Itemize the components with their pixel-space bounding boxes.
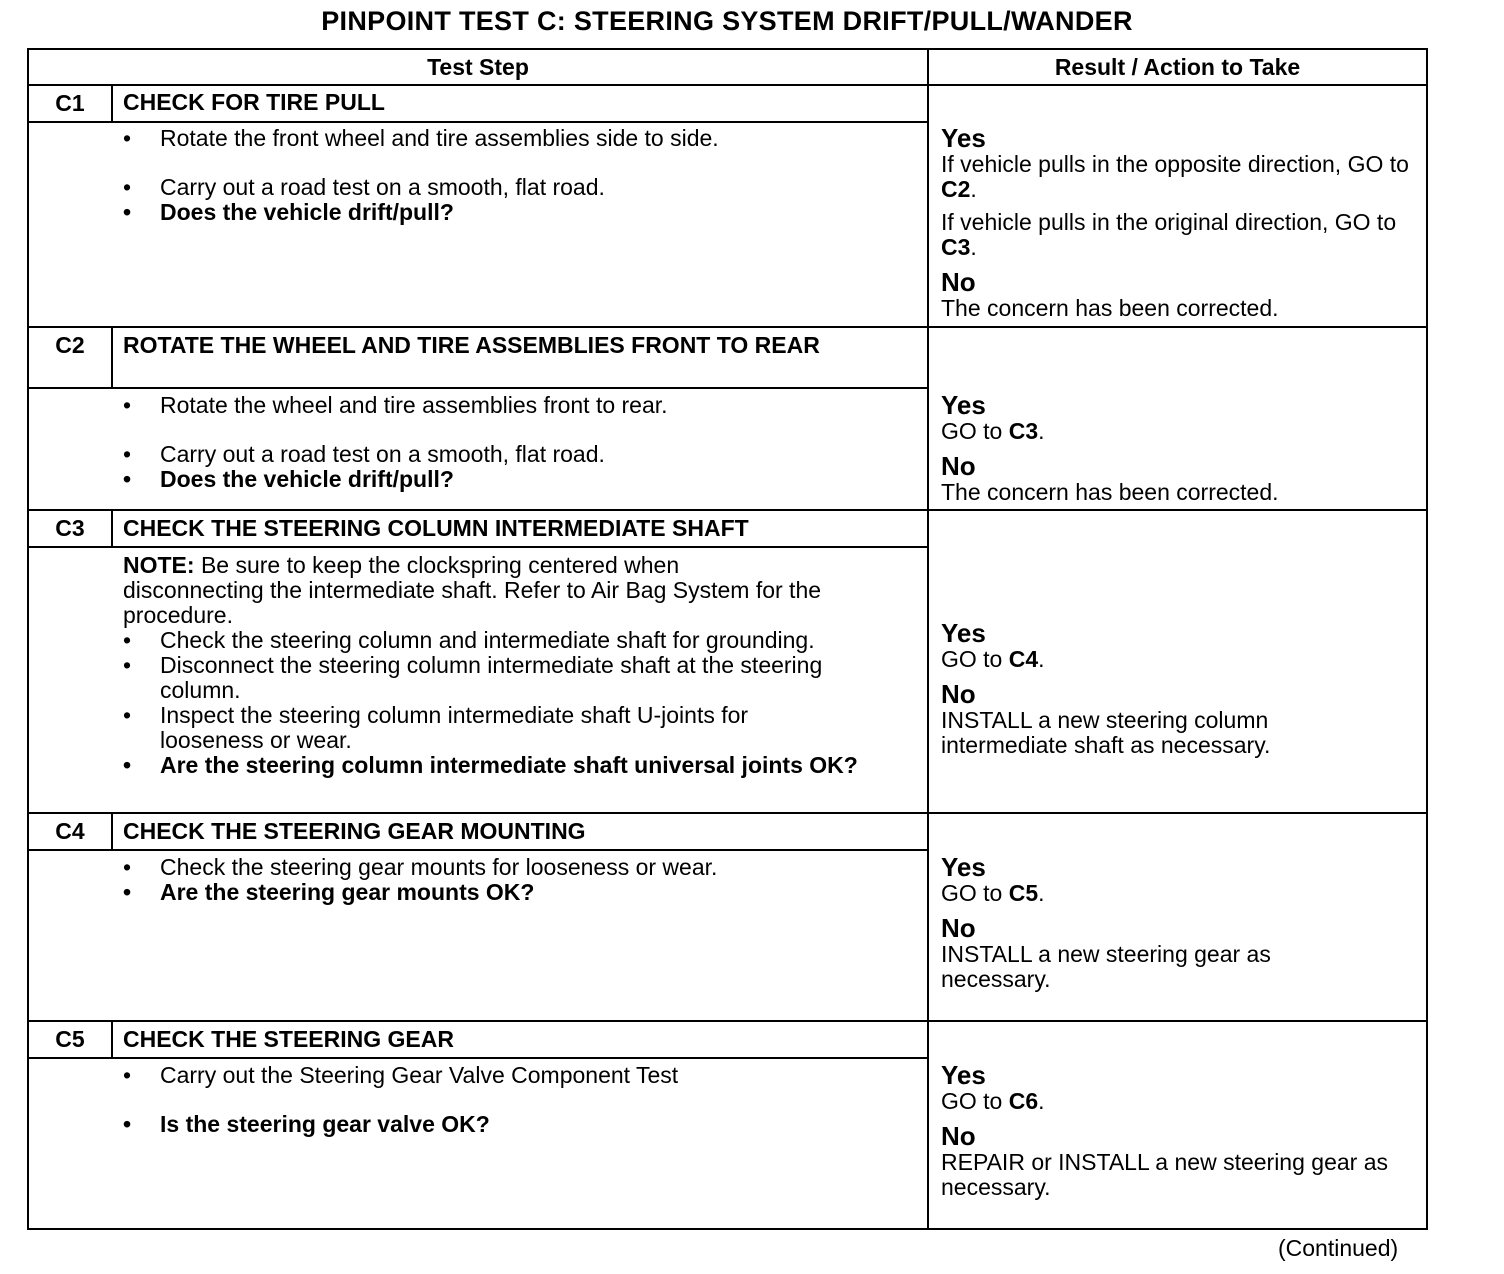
step-procedure <box>123 855 913 905</box>
page-title: PINPOINT TEST C: STEERING SYSTEM DRIFT/PULL/WANDER <box>321 6 1133 36</box>
header-result: Result / Action to Take <box>1054 54 1301 80</box>
no-action: REPAIR or INSTALL a new steering gear as necessary. <box>941 1149 1388 1200</box>
c3-heading-rule <box>29 546 927 548</box>
step-heading: CHECK THE STEERING GEAR <box>123 1026 454 1052</box>
step-id: C4 <box>55 818 85 844</box>
procedure-bullet: • Check the steering gear mounts for looseness or wear. <box>123 855 913 880</box>
no-action: The concern has been corrected. <box>941 295 1279 321</box>
column-divider-result <box>927 50 929 1230</box>
column-divider-id-c4 <box>111 814 113 850</box>
yes-action: GO to C4. <box>941 646 1045 672</box>
step-result <box>941 1061 1421 1200</box>
yes-label: Yes <box>941 852 986 882</box>
procedure-bullet: • Carry out a road test on a smooth, flat road. <box>123 442 913 467</box>
pinpoint-test-table <box>27 48 1428 1230</box>
step-result <box>941 124 1421 321</box>
procedure-question: • Does the vehicle drift/pull? <box>123 200 913 225</box>
yes-action-text: GO to <box>941 880 1009 906</box>
step-procedure <box>123 126 913 225</box>
step-procedure <box>123 1063 913 1137</box>
no-label: No <box>941 913 976 943</box>
header-test-step: Test Step <box>427 54 529 80</box>
row-rule-c4 <box>29 1020 1426 1022</box>
continued-label: (Continued) <box>1278 1235 1399 1261</box>
no-label: No <box>941 267 976 297</box>
procedure-bullet: • Carry out a road test on a smooth, flat road. <box>123 175 913 200</box>
column-divider-id-c1 <box>111 86 113 122</box>
yes-action: GO to C5. <box>941 880 1045 906</box>
no-action: INSTALL a new steering gear as necessary. <box>941 941 1271 992</box>
procedure-note <box>123 553 823 628</box>
procedure-bullet: • Carry out the Steering Gear Valve Component Test <box>123 1063 913 1088</box>
procedure-bullet: • Check the steering column and intermediate shaft for grounding. <box>123 628 903 653</box>
procedure-bullet: • Rotate the wheel and tire assemblies front to rear. <box>123 393 913 418</box>
procedure-question: • Are the steering gear mounts OK? <box>123 880 913 905</box>
step-id: C2 <box>55 332 85 358</box>
c4-heading-rule <box>29 849 927 851</box>
procedure-bullet: • Disconnect the steering column intermediate shaft at the steering column. <box>123 653 840 703</box>
yes-action: If vehicle pulls in the original direction, GO to C3. <box>941 209 1397 260</box>
yes-action: GO to C3. <box>941 418 1045 444</box>
column-divider-id-c3 <box>111 511 113 547</box>
step-id: C3 <box>55 515 85 541</box>
step-reference: C6 <box>1008 1088 1039 1114</box>
yes-action-text: GO to <box>941 418 1009 444</box>
step-heading: CHECK THE STEERING GEAR MOUNTING <box>123 818 586 844</box>
step-reference: C2 <box>941 176 971 202</box>
step-heading: ROTATE THE WHEEL AND TIRE ASSEMBLIES FRONT TO REAR <box>123 332 820 358</box>
c1-heading-rule <box>29 121 927 123</box>
no-label: No <box>941 1121 976 1151</box>
note-text: Be sure to keep the clockspring centered when disconnecting the intermediate shaft. Refer to Air Bag System for the procedure. <box>123 552 822 628</box>
yes-label: Yes <box>941 618 986 648</box>
no-label: No <box>941 451 976 481</box>
step-id: C5 <box>55 1026 85 1052</box>
yes-action: GO to C6. <box>941 1088 1045 1114</box>
no-action: INSTALL a new steering column intermediate shaft as necessary. <box>941 707 1271 758</box>
step-procedure <box>123 553 903 778</box>
row-rule-c3 <box>29 812 1426 814</box>
step-reference: C3 <box>941 234 971 260</box>
row-rule-c1 <box>29 326 1426 328</box>
c2-heading-rule <box>29 387 927 389</box>
yes-label: Yes <box>941 1060 986 1090</box>
yes-action: If vehicle pulls in the opposite direction, GO to C2. <box>941 151 1409 202</box>
step-result <box>941 853 1421 992</box>
step-result <box>941 391 1421 505</box>
column-divider-id-c2 <box>111 328 113 388</box>
step-reference: C3 <box>1008 418 1039 444</box>
step-id: C1 <box>55 90 85 116</box>
procedure-bullet: • Rotate the front wheel and tire assemblies side to side. <box>123 126 913 151</box>
step-reference: C4 <box>1008 646 1039 672</box>
note-label: NOTE: <box>123 552 195 578</box>
step-result <box>941 619 1421 758</box>
step-procedure <box>123 393 913 492</box>
row-rule-c2 <box>29 509 1426 511</box>
procedure-question: • Is the steering gear valve OK? <box>123 1112 913 1137</box>
yes-action-text: GO to <box>941 1088 1009 1114</box>
yes-action-text: If vehicle pulls in the original direction, GO to <box>941 209 1397 235</box>
step-heading: CHECK THE STEERING COLUMN INTERMEDIATE SHAFT <box>123 515 749 541</box>
procedure-question: • Are the steering column intermediate shaft universal joints OK? <box>123 753 890 778</box>
c5-heading-rule <box>29 1057 927 1059</box>
yes-action-text: GO to <box>941 646 1009 672</box>
column-divider-id-c5 <box>111 1022 113 1058</box>
step-heading: CHECK FOR TIRE PULL <box>123 89 385 115</box>
no-action: The concern has been corrected. <box>941 479 1279 505</box>
no-label: No <box>941 679 976 709</box>
procedure-question: • Does the vehicle drift/pull? <box>123 467 913 492</box>
yes-label: Yes <box>941 390 986 420</box>
header-rule <box>29 84 1426 86</box>
step-reference: C5 <box>1008 880 1039 906</box>
yes-action-text: If vehicle pulls in the opposite direction, GO to <box>941 151 1409 177</box>
yes-label: Yes <box>941 123 986 153</box>
procedure-bullet: • Inspect the steering column intermediate shaft U-joints for looseness or wear. <box>123 703 840 753</box>
